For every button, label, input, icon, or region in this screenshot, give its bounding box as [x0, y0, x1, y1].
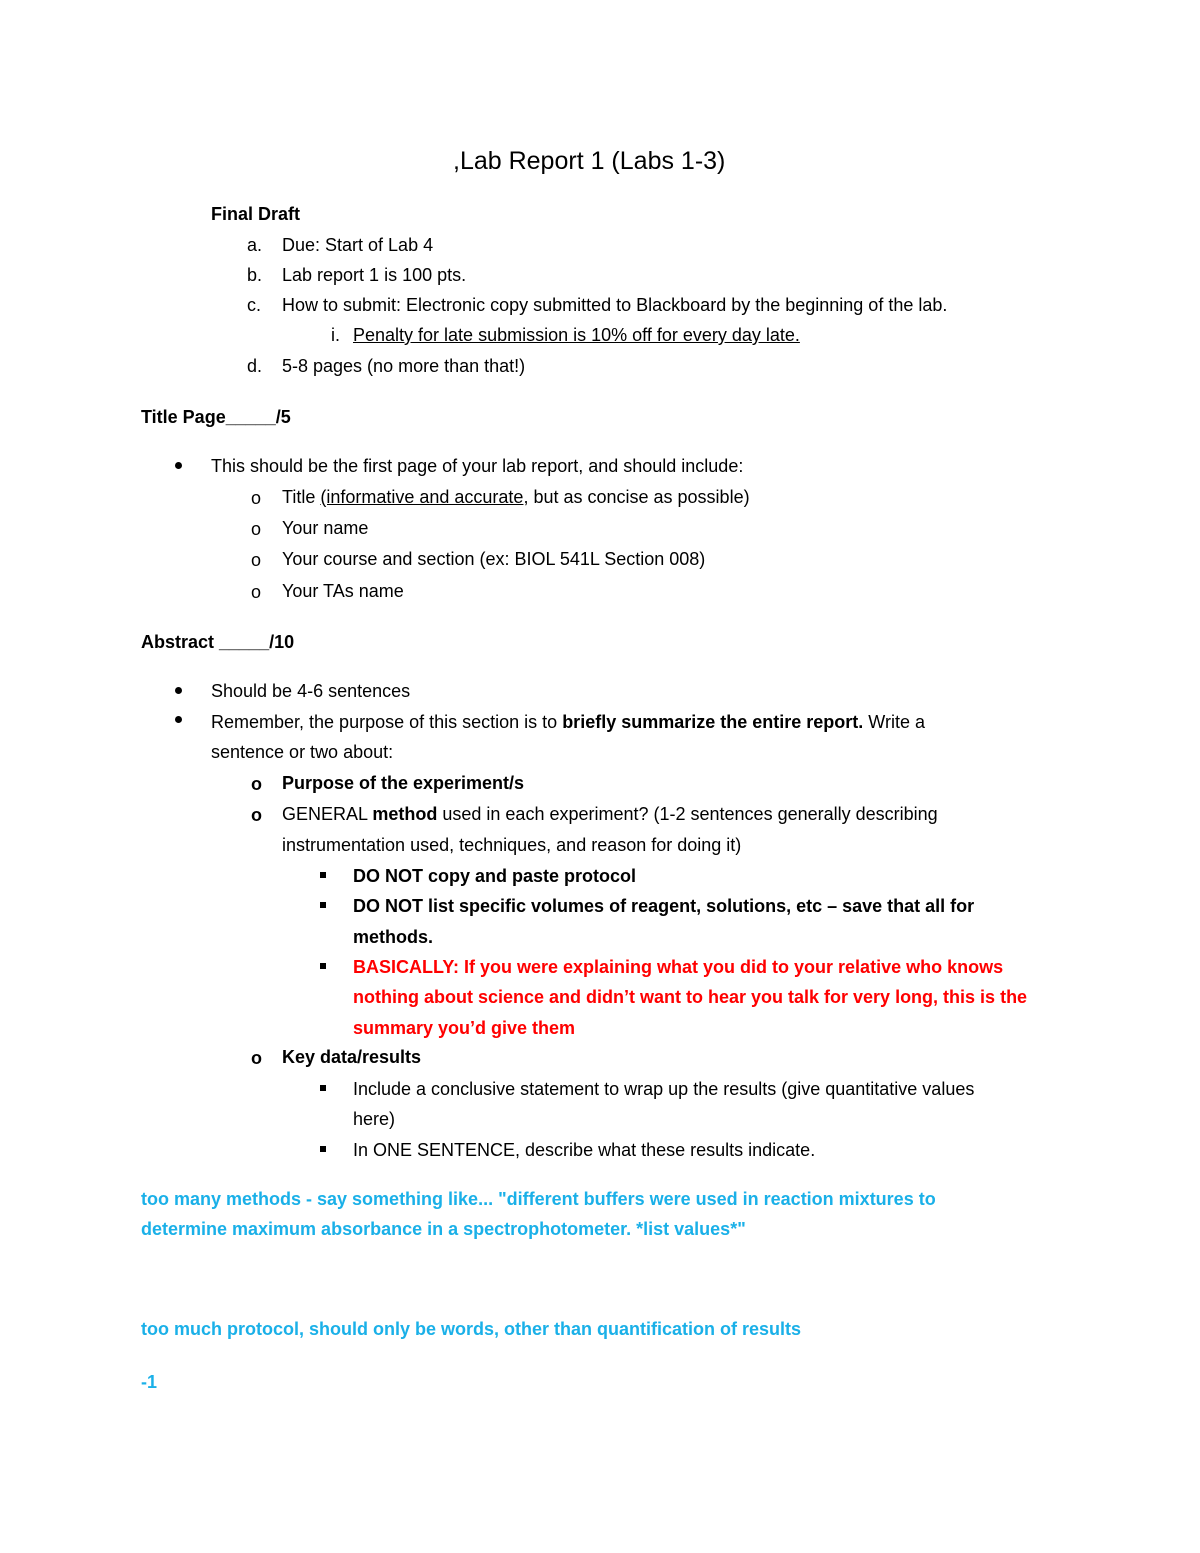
- basically-note-cont: nothing about science and didn’t want to hear you talk for very long, this is the: [353, 987, 1028, 1007]
- title-item: [282, 486, 750, 508]
- sub-bullet-icon: o: [251, 1048, 262, 1068]
- title-item-prefix: Title: [282, 487, 321, 507]
- key-point: In ONE SENTENCE, describe what these results indicate.: [353, 1140, 816, 1160]
- bullet-icon: [175, 462, 182, 469]
- list-item: Your TAs name: [282, 581, 404, 601]
- list-item: Your name: [282, 518, 369, 538]
- list-marker: c.: [247, 295, 262, 315]
- sub-bullet-icon: o: [251, 774, 262, 794]
- square-bullet-icon: [320, 963, 326, 969]
- final-draft-heading: Final Draft: [211, 204, 301, 224]
- basically-note-cont: summary you’d give them: [353, 1018, 576, 1038]
- abstract-heading: Abstract _____/10: [141, 632, 295, 652]
- square-bullet-icon: [320, 1085, 326, 1091]
- abstract-bullet: [211, 711, 925, 733]
- score-deduction: -1: [141, 1372, 158, 1392]
- title-item-rest: , but as concise as possible): [523, 487, 750, 507]
- square-bullet-icon: [320, 902, 326, 908]
- method-item-cont: instrumentation used, techniques, and reason for doing it): [282, 835, 742, 855]
- sub-bullet-icon: o: [251, 519, 262, 539]
- grader-comment: too many methods - say something like... "different buffers were used in reaction mixtures to: [141, 1189, 936, 1209]
- bullet-text: Remember, the purpose of this section is to: [211, 712, 563, 732]
- square-bullet-icon: [320, 872, 326, 878]
- bullet-icon: [175, 716, 182, 723]
- list-item: How to submit: Electronic copy submitted to Blackboard by the beginning of the lab.: [282, 295, 948, 315]
- grader-comment-cont: determine maximum absorbance in a spectrophotometer. *list values*": [141, 1219, 746, 1239]
- key-point-cont: here): [353, 1109, 396, 1129]
- sub-bullet-icon: o: [251, 805, 262, 825]
- bullet-text: Write a: [863, 712, 925, 732]
- list-item: Due: Start of Lab 4: [282, 235, 434, 255]
- abstract-bullet-cont: sentence or two about:: [211, 742, 394, 762]
- page-title: ,Lab Report 1 (Labs 1-3): [453, 147, 726, 175]
- list-marker: i.: [331, 325, 340, 345]
- abstract-bullet: Should be 4-6 sentences: [211, 681, 411, 701]
- list-item: Lab report 1 is 100 pts.: [282, 265, 467, 285]
- bullet-text-bold: briefly summarize the entire report.: [562, 712, 864, 732]
- method-item: [282, 803, 938, 825]
- purpose-item: Purpose of the experiment/s: [282, 773, 525, 793]
- title-item-underlined: (informative and accurate: [320, 487, 524, 507]
- square-bullet-icon: [320, 1146, 326, 1152]
- title-page-intro: This should be the first page of your lab report, and should include:: [211, 456, 744, 476]
- method-point: DO NOT list specific volumes of reagent, solutions, etc – save that all for: [353, 896, 975, 916]
- method-point-cont: methods.: [353, 927, 434, 947]
- key-data-item: Key data/results: [282, 1047, 422, 1067]
- sub-bullet-icon: o: [251, 550, 262, 570]
- method-text: GENERAL: [282, 804, 373, 824]
- penalty-note: Penalty for late submission is 10% off for every day late.: [353, 325, 800, 345]
- sub-bullet-icon: o: [251, 582, 262, 602]
- list-item: Your course and section (ex: BIOL 541L Section 008): [282, 549, 706, 569]
- grader-comment: too much protocol, should only be words, other than quantification of results: [141, 1319, 802, 1339]
- key-point: Include a conclusive statement to wrap up the results (give quantitative values: [353, 1079, 975, 1099]
- list-item: 5-8 pages (no more than that!): [282, 356, 526, 376]
- method-point: DO NOT copy and paste protocol: [353, 866, 637, 886]
- list-marker: b.: [247, 265, 263, 285]
- basically-note: BASICALLY: If you were explaining what you did to your relative who knows: [353, 957, 1004, 977]
- list-marker: a.: [247, 235, 263, 255]
- title-page-heading: Title Page_____/5: [141, 407, 291, 427]
- list-marker: d.: [247, 356, 263, 376]
- bullet-icon: [175, 687, 182, 694]
- method-text-bold: method: [372, 804, 438, 824]
- sub-bullet-icon: o: [251, 488, 262, 508]
- method-text: used in each experiment? (1-2 sentences generally describing: [437, 804, 938, 824]
